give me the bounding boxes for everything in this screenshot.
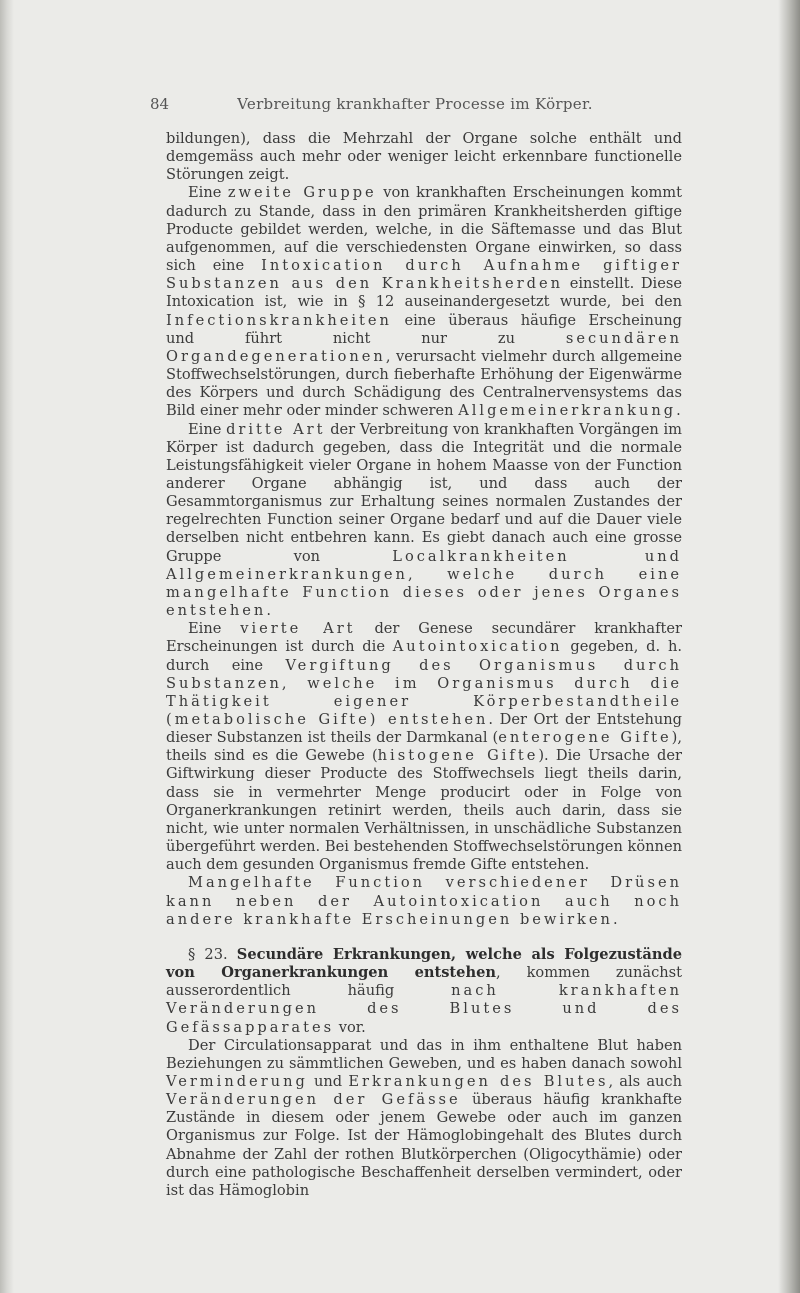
spaced-emphasis-text: Veränderungen der Gefässe [166,1091,461,1109]
spaced-emphasis-text: Vergiftung des Organismus durch Substanzen, welche im Organismus durch die Thätigkeit eigener Körperbestandtheile (metabolische Gifte) entstehen [166,656,682,728]
text-run: einstellt. Diese Intoxication ist, wie in § 12 auseinandergesetzt wurde, bei den [166,275,682,311]
text-run: der Genese secundärer krankhafter Erscheinungen ist durch die [166,620,683,656]
spaced-emphasis-text: Intoxication durch Aufnahme giftiger Substanzen aus den Krankheitsherden [166,257,682,293]
page-right-edge-shadow [778,0,800,1293]
spaced-emphasis-text: dritte Art [226,420,326,438]
spaced-emphasis-text: Verminderung [166,1072,308,1090]
text-run: . Der Ort der Entstehung dieser Substanzen ist theils der Darmkanal ( [166,711,682,747]
spaced-emphasis-text: enterogene Gifte [498,729,672,747]
text-run: gegeben, d. h. durch eine [166,638,682,674]
text-run: . [676,402,681,420]
page-left-edge-shadow [0,0,14,1293]
paragraph [166,1037,682,1200]
text-run: vor. [334,1018,366,1036]
text-run: ), theils sind es die Gewebe ( [166,729,683,765]
text-run: , als auch [608,1072,682,1090]
text-body [166,130,682,1200]
paragraph [166,874,682,928]
text-run: der Verbreitung von krankhaften Vorgängen im Körper ist dadurch gegeben, dass die Integrität und die normale Leistungsfähigkeit vieler Organe in hohem Maasse von der Function anderer Organe abhängig ist, und dass auch der Gesammtorganismus zur Erhaltung seines normalen Zustandes der regelrechten Function seiner Organe bedarf und auf die Dauer viele derselben nicht entbehren kann. Es giebt danach auch eine grosse Gruppe von [166,420,682,565]
section-paragraph [166,946,682,1037]
paragraph [166,130,682,184]
paragraph [166,184,682,420]
text-run: , kommen zunächst ausserordentlich häufig [166,964,682,1000]
spaced-emphasis-text: zweite Gruppe [227,184,377,202]
text-run: und [307,1072,349,1090]
spaced-emphasis-text: secundären Organdegenerationen [166,329,682,365]
text-run: ). Die Ursache der Giftwirkung dieser Producte des Stoffwechsels liegt theils darin, dass sie in vermehrter Menge producirt oder in Folge von Organerkrankungen retinirt werden, theils auch darin, dass sie nicht, wie unter normalen Verhältnissen, in unschädliche Substanzen übergeführt werden. Bei bestehenden Stoffwechselstörungen können auch dem gesunden Organismus fremde Gifte entstehen. [166,747,683,874]
page-number: 84 [150,95,170,113]
text-run: Der Circulationsapparat und das in ihm enthaltene Blut haben Beziehungen zu sämmtlichen Geweben, und es haben danach sowohl [166,1036,682,1072]
running-title: Verbreitung krankhafter Processe im Körper. [237,95,593,113]
text-run: Eine [188,620,241,638]
text-run: . [266,602,271,620]
spaced-emphasis-text: histogene Gifte [377,747,539,765]
bold-heading-text: Secundäre Erkrankungen, welche als Folgezustände von Organerkrankungen entstehen [166,945,682,982]
spaced-emphasis-text: Mangelhafte Function verschiedener Drüsen kann neben der Autointoxication auch noch andere krankhafte Erscheinungen bewirken [166,874,682,928]
spaced-emphasis-text: Erkrankungen des Blutes [348,1072,609,1090]
text-run: Eine [188,420,227,438]
text-run: bildungen), dass die Mehrzahl der Organe solche enthält und demgemäss auch mehr oder weniger leicht erkennbare functionelle Störungen zeigt. [166,130,682,184]
text-run: , verursacht vielmehr durch allgemeine Stoffwechselstörungen, durch fieberhafte Erhöhung der Eigenwärme des Körpers und durch Schädigung des Centralnervensystems das Bild einer mehr oder minder schweren [166,347,682,420]
spaced-emphasis-text: Allgemeinerkrankung [458,402,677,420]
text-run: § 23. [188,945,237,963]
spaced-emphasis-text: Localkrankheiten und Allgemeinerkrankungen, welche durch eine mangelhafte Function dieses oder jenes Organes entstehen [166,547,683,620]
text-run: eine überaus häufige Erscheinung und führt nicht nur zu [166,311,682,347]
spaced-emphasis-text: Infectionskrankheiten [166,311,392,329]
spaced-emphasis-text: nach krankhaften Veränderungen des Blutes und des Gefässapparates [166,982,682,1036]
text-run: . [612,910,618,928]
text-run: überaus häufig krankhafte Zustände in diesem oder jenem Gewebe oder auch im ganzen Organismus zur Folge. Ist der Hämoglobingehalt des Blutes durch Abnahme der Zahl der rothen Blutkörperchen (Oligocythämie) oder durch eine pathologische Beschaffenheit derselben vermindert, oder ist das Hämoglobin [166,1091,682,1199]
paragraph [166,620,682,874]
spaced-emphasis-text: Autointoxication [392,638,563,656]
text-run: von krankhaften Erscheinungen kommt dadurch zu Stande, dass in den primären Krankheitsherden giftige Producte gebildet werden, welche, in die Säftemasse und das Blut aufgenommen, auf die verschiedensten Organe einwirken, so dass sich eine [166,184,683,275]
text-run: Eine [188,184,228,202]
spaced-emphasis-text: vierte Art [240,620,356,638]
paragraph [166,421,682,621]
